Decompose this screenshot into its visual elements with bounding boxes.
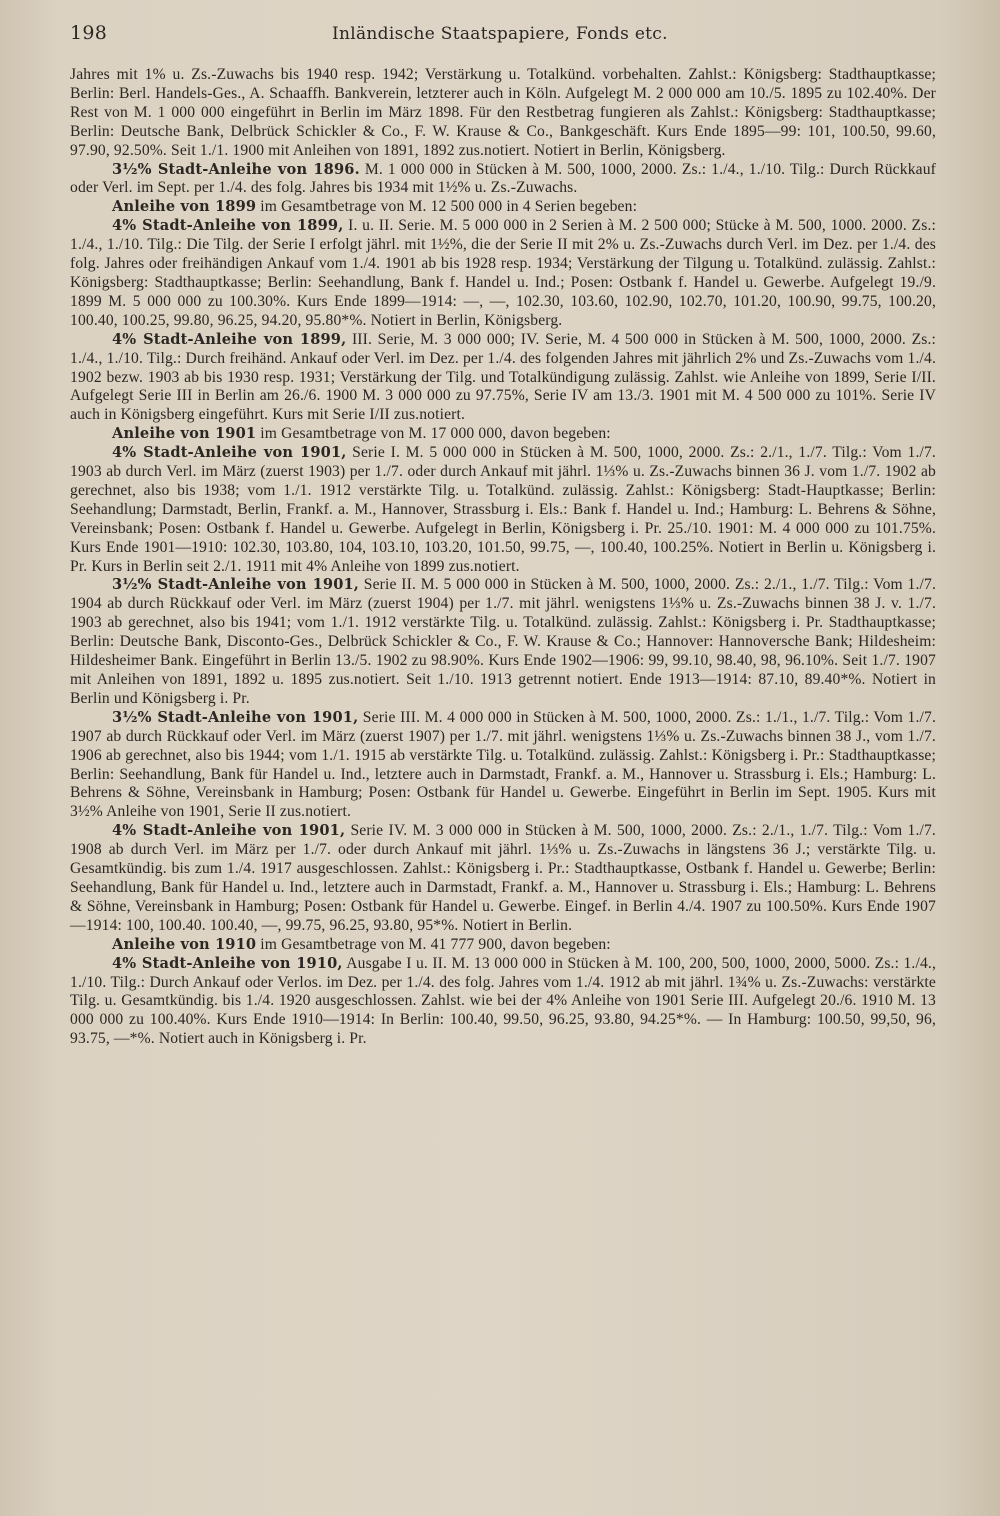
paragraph [70, 66, 936, 161]
body-text [70, 66, 936, 1049]
paragraph-heading: 4% Stadt-Anleihe von 1901, [112, 444, 347, 462]
paragraph [70, 576, 936, 708]
paragraph [70, 709, 936, 822]
page-number: 198 [70, 22, 108, 44]
paragraph-text: Serie III. M. 4 000 000 in Stücken à M. 500, 1000, 2000. Zs.: 1./1., 1./7. Tilg.: Vom 1./7. 1907 ab durch Rückkauf oder Verl. im März (zuerst 1907) per 1./7. mit jährl. wenigstens 1⅓% u. Zs.-Zuwachs binnen 38 J., vom 1./7. 1906 ab gerechnet, also bis 1944; vom 1./1. 1915 ab verstärkte Tilg. u. Totalkünd. zulässig. Zahlst.: Königsberg i. Pr.: Stadthauptkasse; Berlin: Seehandlung, Bank für Handel u. Ind., letztere auch in Darmstadt, Frankf. a. M., Hannover u. Strassburg i. Els.; Hamburg: L. Behrens & Söhne, Vereinsbank in Hamburg; Posen: Ostbank für Handel u. Gewerbe. Eingeführt in Berlin im Sept. 1905. Kurs mit 3½% Anleihe von 1901, Serie II zus.notiert. [70, 708, 937, 821]
paragraph-text: im Gesamtbetrage von M. 17 000 000, davon begeben: [256, 425, 611, 443]
paragraph-text: im Gesamtbetrage von M. 12 500 000 in 4 Serien begeben: [256, 198, 638, 216]
paragraph-heading: 3½% Stadt-Anleihe von 1901, [112, 576, 360, 594]
paragraph [70, 198, 936, 217]
paragraph-heading: Anleihe von 1901 [112, 425, 257, 443]
paragraph-heading: Anleihe von 1899 [112, 198, 257, 216]
paragraph-heading: 4% Stadt-Anleihe von 1899, [112, 330, 347, 348]
paragraph [70, 217, 936, 330]
paragraph-heading: 4% Stadt-Anleihe von 1899, [112, 217, 344, 235]
paragraph [70, 425, 936, 444]
paragraph-text: Serie II. M. 5 000 000 in Stücken à M. 500, 1000, 2000. Zs.: 2./1., 1./7. Tilg.: Vom 1./7. 1904 ab durch Rückkauf oder Verl. im März (zuerst 1904) per 1./7. mit jährl. wenigstens 1⅓% u. Zs.-Zuwachs binnen 38 J. v. 1./7. 1903 ab gerechnet, also bis 1941; vom 1./1. 1912 verstärkte Tilg. u. Totalkünd. zulässig. Zahlst.: Königsberg i. Pr. Stadthauptkasse; Berlin: Deutsche Bank, Disconto-Ges., Delbrück Schickler & Co., F. W. Krause & Co.; Hannover: Hannoversche Bank; Hildesheim: Hildesheimer Bank. Eingeführt in Berlin 13./5. 1902 zu 98.90%. Kurs Ende 1902—1906: 99, 99.10, 98.40, 98, 96.10%. Seit 1./7. 1907 mit Anleihen von 1891, 1892 u. 1895 zus.notiert. Seit 1./10. 1913 getrennt notiert. Ende 1913—1914: 87.10, 89.40*%. Notiert in Berlin und Königsberg i. Pr. [70, 576, 936, 707]
running-head: Inländische Staatspapiere, Fonds etc. [332, 24, 668, 44]
paragraph-heading: Anleihe von 1910 [112, 935, 257, 953]
paragraph [70, 936, 936, 955]
paragraph-text: im Gesamtbetrage von M. 41 777 900, davon begeben: [256, 935, 611, 953]
paragraph-text: Serie IV. M. 3 000 000 in Stücken à M. 500, 1000, 2000. Zs.: 2./1., 1./7. Tilg.: Vom 1./7. 1908 ab durch Verl. im März per 1./7. oder durch Ankauf mit jährl. 1⅓% u. Zs.-Zuwachs in längstens 36 J.; verstärkte Tilg. u. Gesamtkündig. bis zum 1./4. 1917 ausgeschlossen. Zahlst.: Königsberg i. Pr.: Stadthauptkasse, Ostbank f. Handel u. Gewerbe; Berlin: Seehandlung, Bank für Handel u. Ind., letztere auch in Darmstadt, Frankf. a. M., Hannover u. Strassburg i. Els.; Hamburg: L. Behrens & Söhne, Vereinsbank in Hamburg; Posen: Ostbank für Handel u. Gewerbe. Eingef. in Berlin 4./4. 1907 zu 100.50%. Kurs Ende 1907—1914: 100, 100.40. 100.40, —, 99.75, 96.25, 93.80, 95*%. Notiert in Berlin. [70, 822, 936, 934]
paragraph-text: Jahres mit 1% u. Zs.-Zuwachs bis 1940 resp. 1942; Verstärkung u. Totalkünd. vorbehalten. Zahlst.: Königsberg: Stadthauptkasse; Berlin: Berl. Handels-Ges., A. Schaaffh. Bankverein, letzterer auch in Köln. Aufgelegt M. 2 000 000 am 10./5. 1895 zu 102.40%. Der Rest von M. 1 000 000 eingeführt in Berlin im März 1898. Für den Restbetrag fungieren als Zahlst.: Königsberg: Stadthauptkasse; Berlin: Deutsche Bank, Delbrück Schickler & Co., F. W. Krause & Co., Bankgeschäft. Kurs Ende 1895—99: 101, 100.50, 99.60, 97.90, 92.50%. Seit 1./1. 1900 mit Anleihen von 1891, 1892 zus.notiert. Notiert in Berlin, Königsberg. [70, 66, 936, 159]
paragraph-heading: 3½% Stadt-Anleihe von 1901, [112, 708, 359, 726]
page-header [70, 22, 936, 56]
paragraph-heading: 3½% Stadt-Anleihe von 1896. [112, 160, 360, 178]
paragraph [70, 955, 936, 1050]
paragraph-text: Serie I. M. 5 000 000 in Stücken à M. 500, 1000, 2000. Zs.: 2./1., 1./7. Tilg.: Vom 1./7. 1903 ab durch Verl. im März (zuerst 1903) per 1./7. oder durch Ankauf mit jährl. 1⅓% u. Zs.-Zuwachs binnen 36 J. vom 1./7. 1902 ab gerechnet, also bis 1938; vom 1./1. 1912 verstärkte Tilg. u. Totalkünd. zulässig. Zahlst.: Königsberg: Stadt-Hauptkasse; Berlin: Seehandlung; Darmstadt, Berlin, Frankf. a. M., Hannover, Strassburg i. Els.: Bank f. Handel u. Ind.; Hamburg: L. Behrens & Söhne, Vereinsbank; Posen: Ostbank f. Handel u. Gewerbe. Aufgelegt in Berlin, Königsberg i. Pr. 25./10. 1901: M. 4 000 000 zu 101.75%. Kurs Ende 1901—1910: 102.30, 103.80, 104, 103.10, 103.20, 101.50, 99.75, —, 100.40, 100.25%. Notiert in Berlin u. Königsberg i. Pr. Kurs in Berlin seit 2./1. 1911 mit 4% Anleihe von 1899 zus.notiert. [70, 444, 936, 575]
paragraph-heading: 4% Stadt-Anleihe von 1910, [112, 954, 343, 972]
paragraph [70, 444, 936, 576]
paragraph [70, 331, 936, 426]
paragraph-text: III. Serie, M. 3 000 000; IV. Serie, M. 4 500 000 in Stücken à M. 500, 1000, 2000. Zs.: 1./4., 1./10. Tilg.: Durch freihänd. Ankauf oder Verl. im Dez. per 1./4. des folgenden Jahres mit jährlich 2% und Zs.-Zuwachs vom 1./4. 1902 bezw. 1903 ab bis 1930 resp. 1931; Verstärkung der Tilg. und Totalkündigung zulässig. Zahlst. wie Anleihe von 1899, Serie I/II. Aufgelegt Serie III in Berlin am 26./6. 1900 M. 3 000 000 zu 97.75%, Serie IV am 13./3. 1901 mit M. 4 500 000 zu 101%. Serie IV auch in Königsberg eingeführt. Kurs mit Serie I/II zus.notiert. [70, 330, 936, 424]
paragraph [70, 822, 936, 935]
paragraph-text: I. u. II. Serie. M. 5 000 000 in 2 Serien à M. 2 500 000; Stücke à M. 500, 1000. 2000. Zs.: 1./4., 1./10. Tilg.: Die Tilg. der Serie I erfolgt jährl. mit 1½%, die der Serie II mit 2% u. Zs.-Zuwachs durch Verl. im Dez. per 1./4. des folg. Jahres oder freihändigen Ankauf vom 1./4. 1901 ab bis 1928 resp. 1934; Verstärkung der Tilgung u. Totalkünd. zulässig. Zahlst.: Königsberg: Stadthauptkasse; Berlin: Seehandlung, Bank f. Handel u. Ind.; Posen: Ostbank f. Handel u. Gewerbe. Aufgelegt 19./9. 1899 M. 5 000 000 zu 100.30%. Kurs Ende 1899—1914: —, —, 102.30, 103.60, 102.90, 102.70, 101.20, 100.90, 99.75, 100.20, 100.40, 100.25, 99.80, 96.25, 94.20, 95.80*%. Notiert in Berlin, Königsberg. [70, 217, 936, 329]
paragraph-text: M. 1 000 000 in Stücken à M. 500, 1000, 2000. Zs.: 1./4., 1./10. Tilg.: Durch Rückkauf oder Verl. im Sept. per 1./4. des folg. Jahres bis 1934 mit 1½% u. Zs.-Zuwachs. [70, 160, 936, 197]
paragraph-heading: 4% Stadt-Anleihe von 1901, [112, 822, 346, 840]
paragraph [70, 161, 936, 199]
paragraph-text: Ausgabe I u. II. M. 13 000 000 in Stücken à M. 100, 200, 500, 1000, 2000, 5000. Zs.: 1./4., 1./10. Tilg.: Durch Ankauf oder Verlos. im Dez. per 1./4. des folg. Jahres vom 1./4. 1912 ab mit jährl. 1¾% u. Zs.-Zuwachs: verstärkte Tilg. u. Gesamtkündig. bis 1./4. 1920 ausgeschlossen. Zahlst. wie bei der 4% Anleihe von 1901 Serie III. Aufgelegt 20./6. 1910 M. 13 000 000 zu 100.40%. Kurs Ende 1910—1914: In Berlin: 100.40, 99.50, 96.25, 93.80, 94.25*%. — In Hamburg: 100.50, 99,50, 96, 93.75, —*%. Notiert auch in Königsberg i. Pr. [70, 954, 936, 1048]
